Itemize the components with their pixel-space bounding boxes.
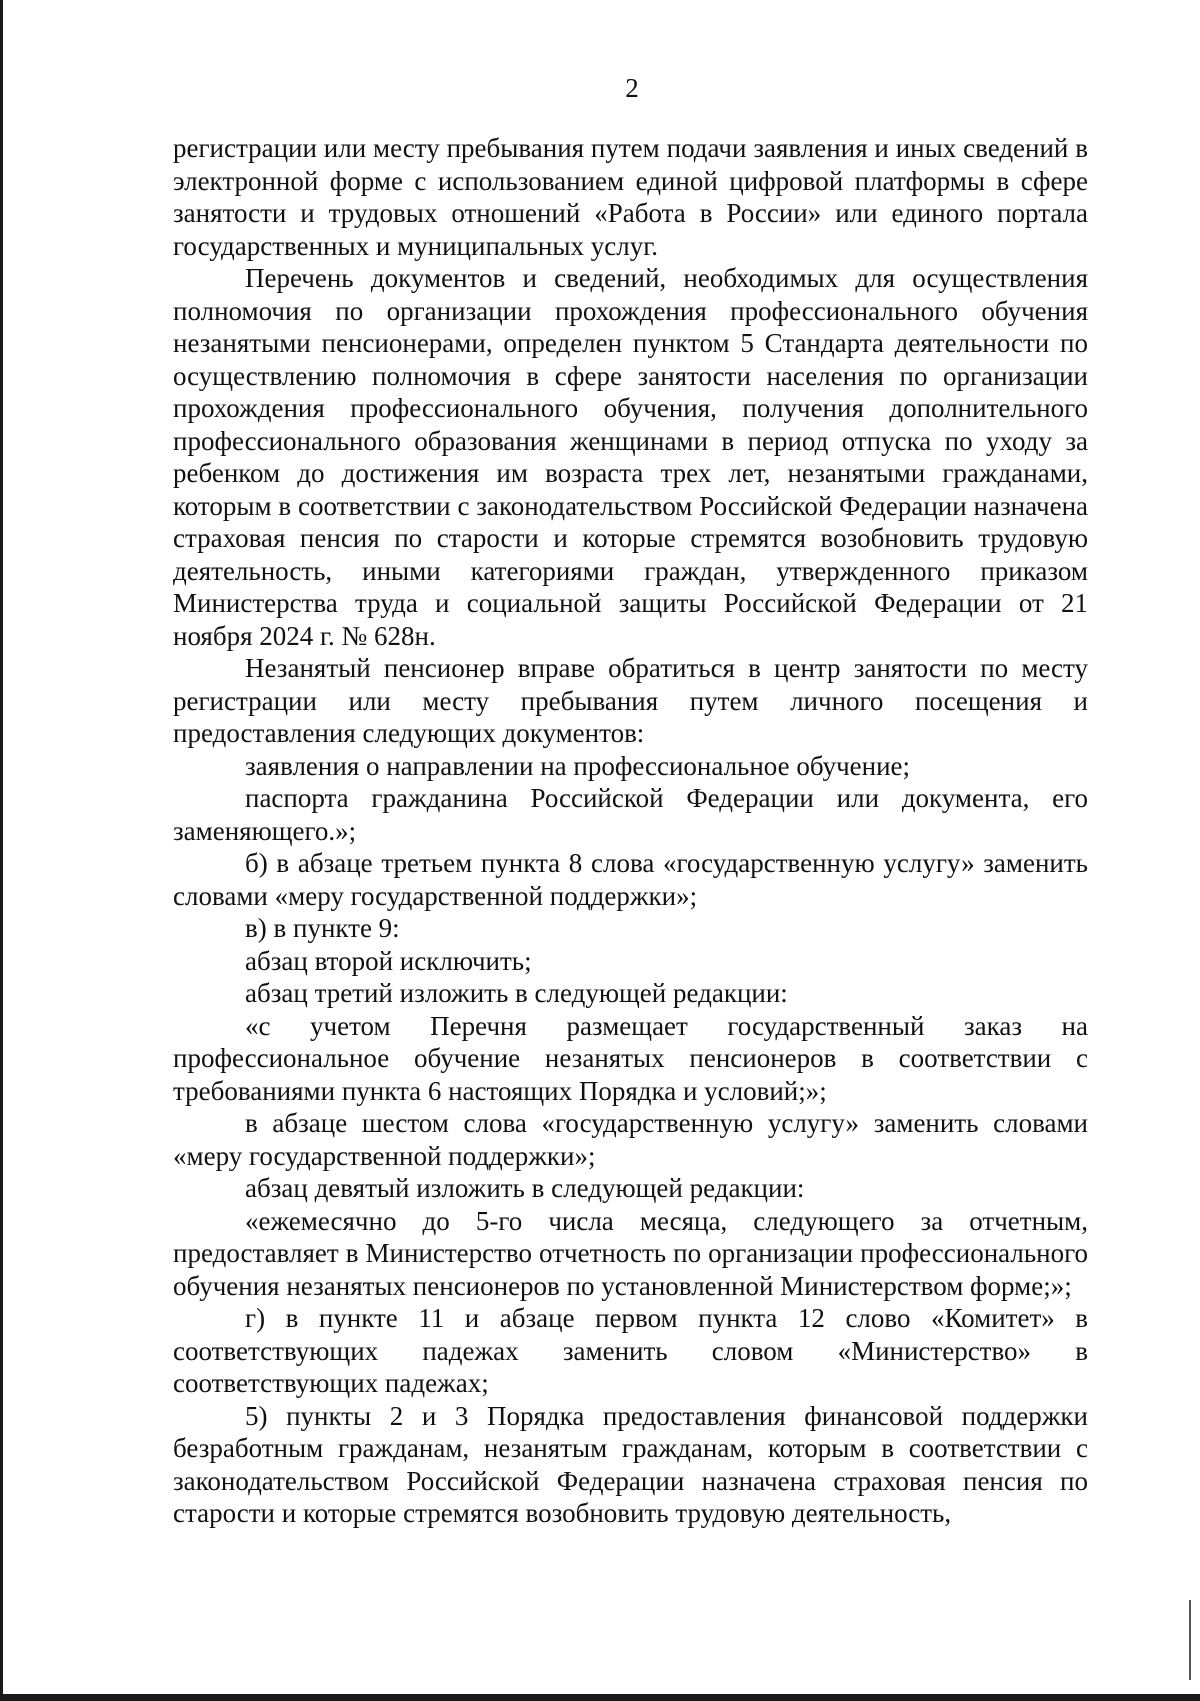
- paragraph-continuation: регистрации или месту пребывания путем подачи заявления и иных сведений в электронной форме с использованием единой цифровой платформы в сфере занятости и трудовых отношений «Работа в России» или единого портала государственных и муниципальных услуг.: [173, 133, 1088, 261]
- paragraph-quote-reporting: «ежемесячно до 5-го числа месяца, следующего за отчетным, предоставляет в Министерство отчетность по организации профессионального обучения незанятых пенсионеров по установленной Министерством форме;»;: [173, 1205, 1088, 1301]
- paragraph-ninth-edition: абзац девятый изложить в следующей редакции:: [245, 1173, 805, 1203]
- paragraph-quote-order: «с учетом Перечня размещает государственный заказ на профессиональное обучение незанятых пенсионеров в соответствии с требованиями пункта 6 настоящих Порядка и условий;»;: [173, 1010, 1088, 1106]
- scan-border-left: [0, 0, 3, 1701]
- paragraph-item-application: заявления о направлении на профессиональное обучение;: [245, 750, 911, 781]
- scan-border-bottom: [0, 1694, 1200, 1701]
- paragraph-item-5: 5) пункты 2 и 3 Порядка предоставления финансовой поддержки безработным гражданам, незанятым гражданам, которым в соответствии с законодательством Российской Федерации назначена страховая пенсия по старости и которые стремятся возобновить трудовую деятельность,: [173, 1400, 1088, 1528]
- paragraph-third-edition: абзац третий изложить в следующей редакции:: [245, 978, 788, 1008]
- paragraph-amendment-b: б) в абзаце третьем пункта 8 слова «государственную услугу» заменить словами «меру государственной поддержки»;: [173, 848, 1088, 911]
- document-body: [173, 132, 1088, 1530]
- paragraph-sixth-words: в абзаце шестом слова «государственную услугу» заменить словами «меру государственной поддержки»;: [173, 1108, 1088, 1171]
- page-number: 2: [625, 73, 639, 103]
- paragraph-pensioner-right: Незанятый пенсионер вправе обратиться в центр занятости по месту регистрации или месту пребывания путем личного посещения и предоставления следующих документов:: [173, 653, 1088, 748]
- paragraph-item-passport: паспорта гражданина Российской Федерации или документа, его заменяющего.»;: [173, 783, 1088, 846]
- paragraph-document-list: Перечень документов и сведений, необходимых для осуществления полномочия по организации прохождения профессионального обучения незанятыми пенсионерами, определен пунктом 5 Стандарта деятельности по осуществлению полномочия в сфере занятости населения по организации прохождения профессионального обучения, получения дополнительного профессионального образования женщинами в период отпуска по уходу за ребенком до достижения им возраста трех лет, незанятыми гражданами, которым в соответствии с законодательством Российской Федерации назначена страховая пенсия по старости и которые стремятся возобновить трудовую деятельность, иными категориями граждан, утвержденного приказом Министерства труда и социальной защиты Российской Федерации от 21 ноября 2024 г. № 628н.: [173, 263, 1088, 651]
- paragraph-amendment-v: в) в пункте 9:: [245, 913, 400, 943]
- scan-mark-right: [1189, 1600, 1191, 1680]
- paragraph-amendment-g: г) в пункте 11 и абзаце первом пункта 12 слово «Комитет» в соответствующих падежах заменить словом «Министерство» в соответствующих падежах;: [173, 1303, 1088, 1398]
- paragraph-exclude-second: абзац второй исключить;: [245, 945, 532, 976]
